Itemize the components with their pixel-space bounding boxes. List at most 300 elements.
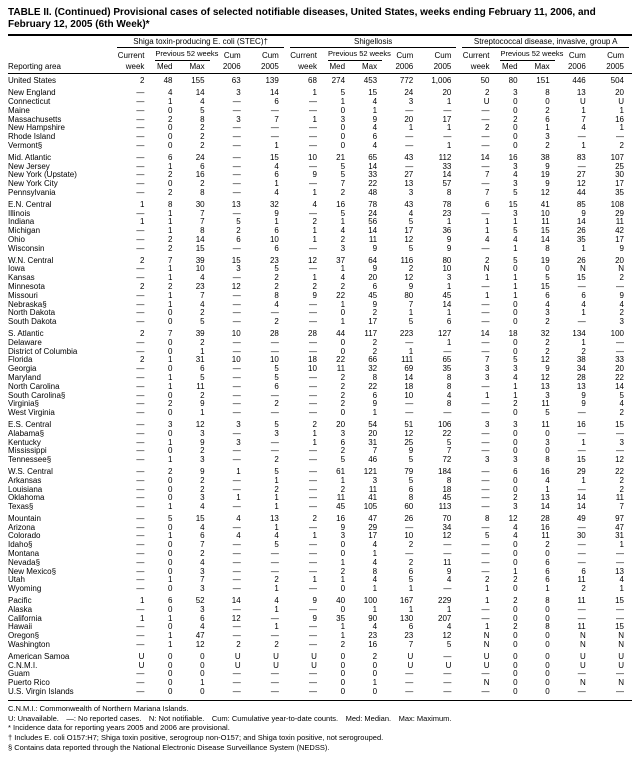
value-cell: 5 — [274, 264, 279, 274]
value-cell: 3 — [513, 208, 518, 218]
value-cell: 46 — [368, 455, 378, 465]
reporting-area-cell: Mississippi — [8, 447, 47, 456]
value-cell: 47 — [615, 522, 624, 532]
value-cell: — — [270, 613, 279, 623]
value-cell: 9 — [372, 264, 378, 274]
value-cell: 113 — [438, 502, 452, 512]
value-cell: 34 — [576, 364, 586, 374]
value-cell: 8 — [372, 566, 378, 576]
value-cell: 4 — [545, 475, 550, 485]
value-cell: — — [136, 179, 145, 189]
value-cell: 3 — [485, 455, 490, 465]
value-cell: 7 — [485, 188, 490, 197]
reporting-area-cell: Idaho§ — [8, 541, 33, 550]
value-cell: — — [136, 161, 145, 171]
value-cell: 56 — [368, 217, 378, 227]
value-cell: — — [308, 484, 317, 494]
value-cell: — — [443, 549, 452, 559]
value-cell: 14 — [269, 88, 279, 98]
value-cell: 7 — [340, 179, 346, 189]
value-cell: 49 — [576, 513, 586, 523]
value-cell: 70 — [442, 513, 452, 523]
value-cell: 1 — [485, 390, 490, 400]
value-cell: 4 — [372, 540, 378, 550]
value-cell: 2 — [581, 346, 586, 356]
value-cell: 5 — [340, 161, 346, 171]
value-cell: — — [308, 97, 317, 107]
value-cell: 1 — [513, 290, 518, 300]
value-cell: 229 — [438, 596, 452, 606]
value-cell: 4 — [545, 299, 550, 309]
value-cell: 1 — [619, 123, 624, 133]
value-cell: 2 — [274, 640, 279, 650]
value-cell: 3 — [485, 364, 490, 374]
value-cell: 11 — [443, 557, 452, 567]
reporting-area-cell: W.S. Central — [8, 467, 53, 476]
value-cell: 1 — [139, 199, 145, 209]
value-cell: 3 — [236, 264, 241, 274]
value-cell: 22 — [336, 355, 346, 365]
value-cell: 6 — [513, 466, 518, 476]
value-cell: — — [308, 622, 317, 632]
value-cell: — — [577, 317, 586, 327]
value-cell: — — [481, 669, 490, 679]
value-cell: — — [481, 299, 490, 309]
value-cell: U — [618, 660, 624, 670]
value-cell: 5 — [340, 170, 346, 180]
value-cell: 4 — [446, 622, 452, 632]
table-row — [8, 486, 632, 495]
value-cell: — — [308, 502, 317, 512]
value-cell: — — [405, 408, 414, 418]
value-cell: 2 — [200, 446, 205, 456]
value-cell: 29 — [368, 522, 378, 532]
value-cell: 19 — [540, 255, 550, 265]
reporting-area-cell: Louisiana — [8, 485, 43, 494]
value-cell: 0 — [200, 660, 205, 670]
value-cell: — — [308, 317, 317, 327]
value-cell: 2 — [545, 346, 550, 356]
value-cell: 0 — [513, 669, 518, 679]
value-cell: 1 — [168, 264, 173, 274]
value-cell: 63 — [231, 76, 241, 86]
value-cell: 1 — [168, 226, 173, 236]
value-cell: — — [577, 281, 586, 291]
value-cell: 5 — [408, 317, 414, 327]
value-cell: 1 — [408, 584, 414, 594]
value-cell: 45 — [442, 290, 452, 300]
value-cell: — — [443, 678, 452, 688]
value-cell: 69 — [404, 364, 414, 374]
value-cell: 8 — [545, 622, 550, 632]
value-cell: 5 — [545, 408, 550, 418]
value-cell: — — [577, 687, 586, 697]
value-cell: 22 — [615, 466, 624, 476]
value-cell: 9 — [408, 446, 414, 456]
reporting-area-cell: Wisconsin — [8, 244, 45, 253]
value-cell: 14 — [576, 217, 586, 227]
value-cell: — — [232, 299, 241, 309]
value-cell: 2 — [200, 484, 205, 494]
footnote: * Incidence data for reporting years 2005 and 2006 are provisional. — [8, 723, 230, 733]
value-cell: — — [308, 372, 317, 382]
value-cell: 12 — [231, 613, 241, 623]
table-title: TABLE II. (Continued) Provisional cases of selected notifiable diseases, United States, weeks ending February 11, 2006, and February 12, 2005 (6th Week)* — [8, 7, 596, 30]
value-cell: 1 — [168, 502, 173, 512]
value-cell: 1 — [340, 631, 346, 641]
value-cell: 1 — [446, 281, 452, 291]
value-cell: 2 — [200, 179, 205, 189]
value-cell: — — [232, 549, 241, 559]
value-cell: 4 — [200, 273, 205, 283]
value-cell: — — [308, 179, 317, 189]
value-cell: 0 — [168, 141, 173, 151]
value-cell: 108 — [610, 199, 624, 209]
value-cell: 22 — [615, 372, 624, 382]
value-cell: 0 — [372, 687, 378, 697]
value-cell: — — [308, 493, 317, 503]
value-cell: 1 — [619, 105, 624, 115]
value-cell: 4 — [513, 522, 518, 532]
value-cell: — — [232, 428, 241, 438]
value-cell: 8 — [446, 188, 452, 197]
reporting-area-cell: Montana — [8, 550, 40, 559]
reporting-area-cell: New Hampshire — [8, 124, 65, 133]
value-cell: 4 — [513, 531, 518, 541]
value-cell: 0 — [545, 97, 550, 107]
value-cell: — — [577, 557, 586, 567]
value-cell: — — [481, 243, 490, 253]
value-cell: 1 — [274, 584, 279, 594]
value-cell: — — [481, 337, 490, 347]
value-cell: 0 — [168, 484, 173, 494]
value-cell: — — [616, 132, 624, 142]
value-cell: 16 — [368, 640, 378, 650]
reporting-area-cell: North Carolina — [8, 382, 60, 391]
value-cell: 184 — [438, 466, 452, 476]
group-label-shigellosis: Shigellosis — [290, 38, 457, 49]
value-cell: 1 — [408, 308, 414, 318]
value-cell: 4 — [372, 97, 378, 107]
value-cell: 1 — [274, 502, 279, 512]
value-cell: 2 — [312, 513, 317, 523]
footnote: C.N.M.I.: Commonwealth of Northern Mariana Islands. — [8, 703, 189, 713]
value-cell: 22 — [442, 428, 452, 438]
value-cell: — — [232, 408, 241, 418]
table-row — [8, 133, 632, 142]
value-cell: — — [405, 132, 414, 142]
value-cell: — — [270, 687, 279, 697]
value-cell: — — [232, 132, 241, 142]
value-cell: 1 — [581, 475, 586, 485]
value-cell: 9 — [581, 208, 586, 218]
value-cell: 0 — [513, 97, 518, 107]
value-cell: 15 — [615, 419, 624, 429]
value-cell: — — [270, 337, 279, 347]
value-cell: 3 — [200, 566, 205, 576]
value-cell: 0 — [513, 678, 518, 688]
value-cell: 24 — [195, 152, 205, 162]
value-cell: N — [579, 631, 586, 641]
previous-52-weeks-label: Previous 52 weeks — [500, 50, 554, 60]
value-cell: 3 — [200, 428, 205, 438]
value-cell: 18 — [404, 381, 414, 391]
value-cell: — — [136, 226, 145, 236]
value-cell: — — [308, 141, 317, 151]
reporting-area-cell: Maine — [8, 106, 30, 115]
value-cell: 9 — [372, 399, 378, 409]
value-cell: — — [232, 381, 241, 391]
value-cell: 167 — [399, 596, 414, 606]
value-cell: 2 — [168, 399, 173, 409]
value-cell: 9 — [200, 437, 205, 447]
cum-header: Cum — [261, 50, 279, 60]
value-cell: 0 — [168, 522, 173, 532]
reporting-area-cell: Rhode Island — [8, 133, 56, 142]
table-row — [8, 468, 632, 477]
value-cell: 8 — [372, 372, 378, 382]
reporting-area-cell: Kentucky — [8, 438, 41, 447]
reporting-area-cell: Michigan — [8, 227, 41, 236]
value-cell: 6 — [408, 566, 414, 576]
value-cell: 1 — [581, 308, 586, 318]
value-cell: — — [443, 540, 452, 550]
max-header: Max — [353, 61, 385, 74]
value-cell: U — [273, 651, 279, 661]
value-cell: — — [308, 308, 317, 318]
value-cell: — — [136, 364, 145, 374]
value-cell: — — [308, 381, 317, 391]
value-cell: 12 — [308, 255, 317, 265]
value-cell: 2 — [236, 226, 241, 236]
reporting-area-cell: District of Columbia — [8, 347, 78, 356]
value-cell: 1 — [581, 337, 586, 347]
value-cell: N — [483, 678, 490, 688]
value-cell: 4 — [200, 502, 205, 512]
value-cell: 0 — [168, 604, 173, 614]
value-cell: 16 — [540, 466, 550, 476]
value-cell: 17 — [404, 226, 414, 236]
value-cell: 0 — [513, 613, 518, 623]
value-cell: 28 — [269, 328, 279, 338]
value-cell: 6 — [446, 317, 452, 327]
value-cell: — — [136, 640, 145, 650]
value-cell: 0 — [168, 475, 173, 485]
value-cell: — — [136, 493, 145, 503]
value-cell: 2 — [485, 88, 490, 98]
value-cell: 4 — [200, 522, 205, 532]
value-cell: 11 — [577, 622, 586, 632]
value-cell: 2 — [340, 446, 346, 456]
value-cell: 85 — [576, 199, 586, 209]
value-cell: — — [443, 132, 452, 142]
value-cell: — — [136, 484, 145, 494]
value-cell: 26 — [576, 226, 586, 236]
value-cell: 43 — [404, 152, 414, 162]
value-cell: U — [579, 97, 586, 107]
value-cell: — — [308, 337, 317, 347]
value-cell: — — [232, 390, 241, 400]
value-cell: — — [481, 466, 490, 476]
value-cell: — — [443, 651, 452, 661]
value-cell: — — [481, 428, 490, 438]
value-cell: 9 — [545, 364, 550, 374]
value-cell: 1 — [168, 640, 173, 650]
value-cell: 48 — [368, 188, 378, 197]
reporting-area-cell: Nevada§ — [8, 558, 41, 567]
cum-2005-header: 2005 — [421, 61, 459, 74]
value-cell: 2 — [139, 76, 145, 86]
value-cell: — — [136, 243, 145, 253]
value-cell: 2 — [274, 399, 279, 409]
table-row — [8, 189, 632, 198]
value-cell: 2 — [619, 408, 624, 418]
value-cell: 0 — [168, 687, 173, 697]
value-cell: — — [308, 105, 317, 115]
value-cell: — — [136, 299, 145, 309]
value-cell: 47 — [195, 631, 205, 641]
value-cell: — — [136, 337, 145, 347]
value-cell: 12 — [404, 273, 414, 283]
reporting-area-cell: New York (Upstate) — [8, 171, 77, 180]
value-cell: 5 — [446, 640, 452, 650]
value-cell: — — [481, 132, 490, 142]
value-cell: 5 — [619, 390, 624, 400]
value-cell: 5 — [408, 575, 414, 585]
value-cell: 1 — [513, 566, 518, 576]
table-row — [8, 292, 632, 301]
reporting-area-cell: New York City — [8, 180, 58, 189]
footnote: § Contains data reported through the National Electronic Disease Surveillance System (NEDSS). — [8, 742, 330, 752]
value-cell: 14 — [615, 381, 624, 391]
value-cell: 1 — [168, 437, 173, 447]
table-row — [8, 89, 632, 98]
value-cell: 1 — [513, 281, 518, 291]
value-cell: 2 — [372, 651, 378, 661]
cum-2006-header: 2006 — [385, 61, 421, 74]
value-cell: — — [136, 502, 145, 512]
value-cell: 3 — [545, 390, 550, 400]
value-cell: — — [232, 631, 241, 641]
reporting-area-cell: Kansas — [8, 274, 35, 283]
table-row — [8, 623, 632, 632]
value-cell: 0 — [340, 408, 346, 418]
value-cell: 0 — [168, 123, 173, 133]
value-cell: — — [136, 390, 145, 400]
value-cell: 0 — [168, 408, 173, 418]
value-cell: — — [308, 640, 317, 650]
value-cell: N — [579, 264, 586, 274]
value-cell: 2 — [340, 566, 346, 576]
value-cell: 3 — [446, 273, 452, 283]
value-cell: 11 — [541, 531, 550, 541]
value-cell: 13 — [231, 199, 241, 209]
table-header — [8, 35, 632, 74]
value-cell: 25 — [615, 161, 624, 171]
value-cell: — — [481, 408, 490, 418]
table-row — [8, 641, 632, 650]
value-cell: 0 — [168, 540, 173, 550]
value-cell: 0 — [545, 640, 550, 650]
value-cell: — — [308, 346, 317, 356]
value-cell: 2 — [545, 337, 550, 347]
value-cell: 20 — [404, 114, 414, 124]
value-cell: 100 — [363, 596, 378, 606]
value-cell: 0 — [545, 669, 550, 679]
table-row — [8, 330, 632, 339]
value-cell: 1 — [312, 188, 317, 197]
value-cell: 41 — [540, 199, 550, 209]
value-cell: 0 — [545, 660, 550, 670]
value-cell: 1 — [168, 531, 173, 541]
value-cell: 8 — [545, 596, 550, 606]
value-cell: 6 — [274, 381, 279, 391]
value-cell: 14 — [368, 161, 378, 171]
value-cell: 0 — [513, 264, 518, 274]
value-cell: 0 — [545, 604, 550, 614]
value-cell: 0 — [513, 428, 518, 438]
value-cell: — — [232, 584, 241, 594]
cum-header: Cum — [396, 50, 414, 60]
value-cell: — — [232, 188, 241, 197]
reporting-area-cell: Hawaii — [8, 623, 33, 632]
value-cell: — — [136, 372, 145, 382]
value-cell: 1 — [168, 631, 173, 641]
value-cell: 65 — [442, 355, 452, 365]
value-cell: 453 — [363, 76, 378, 86]
value-cell: 35 — [442, 364, 452, 374]
value-cell: 16 — [336, 199, 346, 209]
value-cell: 8 — [545, 455, 550, 465]
value-cell: — — [136, 88, 145, 98]
value-cell: — — [232, 484, 241, 494]
value-cell: 2 — [200, 141, 205, 151]
table-row — [8, 107, 632, 116]
value-cell: 1 — [485, 596, 490, 606]
value-cell: 11 — [577, 575, 586, 585]
value-cell: 11 — [336, 493, 346, 503]
value-cell: 4 — [485, 234, 490, 244]
value-cell: 9 — [581, 390, 586, 400]
value-cell: — — [270, 123, 279, 133]
table-row — [8, 409, 632, 418]
value-cell: U — [618, 97, 624, 107]
value-cell: — — [577, 446, 586, 456]
table-row — [8, 662, 632, 671]
value-cell: 6 — [168, 596, 173, 606]
value-cell: 47 — [368, 513, 378, 523]
reporting-area-cell: New England — [8, 89, 56, 98]
value-cell: 8 — [485, 513, 490, 523]
value-cell: — — [136, 437, 145, 447]
value-cell: — — [308, 446, 317, 456]
value-cell: 0 — [513, 484, 518, 494]
reporting-area-cell: Delaware — [8, 338, 42, 347]
value-cell: — — [232, 123, 241, 133]
value-cell: N — [483, 631, 490, 641]
value-cell: 14 — [231, 596, 241, 606]
value-cell: 4 — [372, 141, 378, 151]
value-cell: — — [232, 364, 241, 374]
value-cell: 14 — [540, 502, 550, 512]
value-cell: — — [308, 566, 317, 576]
value-cell: — — [232, 141, 241, 151]
value-cell: 22 — [368, 179, 378, 189]
value-cell: 3 — [168, 419, 173, 429]
value-cell: — — [136, 273, 145, 283]
value-cell: 7 — [200, 540, 205, 550]
value-cell: — — [616, 337, 624, 347]
